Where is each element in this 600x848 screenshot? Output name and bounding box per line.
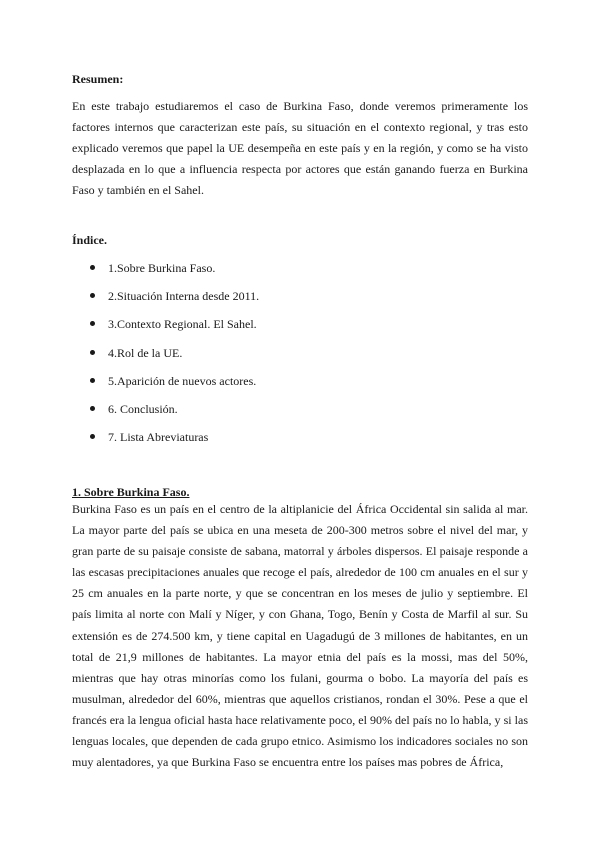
section1-paragraph: Burkina Faso es un país en el centro de la altiplanicie del África Occidental sin salida al mar. La mayor parte del país se ubica en una meseta de 200-300 metros sobre el nivel del mar, y gran parte de su paisaje consiste de sabana, matorral y árboles dispersos. El paisaje responde a las escasas precipitaciones anuales que recoge el país, alrededor de 100 cm anuales en el sur y 25 cm anuales en la parte norte, y que se concentran en los meses de julio y septiembre. El país limita al norte con Malí y Níger, y con Ghana, Togo, Benín y Costa de Marfil al sur. Su extensión es de 274.500 km, y tiene capital en Uagadugú de 3 millones de habitantes, en un total de 21,9 millones de habitantes. La mayor etnia del país es la mossi, mas del 50%, mientras que hay otras minorías como los fulani, gourma o bobo. La mayoría del país es musulman, alrededor del 60%, mientras que aquellos cristianos, rondan el 30%. Pese a que el francés era la lengua oficial hasta hace relativamente poco, el 90% del país no lo habla, y si las lenguas locales, que dependen de cada grupo etnico. Asimismo los indicadores sociales no son muy alentadores, ya que Burkina Faso se encuentra entre los países mas pobres de África, xyxy=(72,502,528,770)
bullet-icon xyxy=(90,434,95,439)
section1-heading: 1. Sobre Burkina Faso. xyxy=(72,485,190,499)
resumen-paragraph: En este trabajo estudiaremos el caso de Burkina Faso, donde veremos primeramente los factores internos que caracterizan este país, su situación en el contexto regional, y tras esto explicado veremos que papel la UE desempeña en este país y en la región, y como se ha visto desplazada en lo que a influencia respecta por actores que están ganando fuerza en Burkina Faso y también en el Sahel. xyxy=(72,99,528,198)
toc-item xyxy=(90,345,259,373)
indice-heading: Índice. xyxy=(72,233,108,247)
toc-item xyxy=(90,260,259,288)
toc-item-label: 6. Conclusión. xyxy=(108,401,178,416)
toc-item xyxy=(90,373,259,401)
toc-item-label: 4.Rol de la UE. xyxy=(108,345,183,360)
bullet-icon xyxy=(90,350,95,355)
toc-item-label: 3.Contexto Regional. El Sahel. xyxy=(108,317,257,332)
toc-item xyxy=(90,288,259,316)
toc-item-label: 5.Aparición de nuevos actores. xyxy=(108,373,257,388)
bullet-icon xyxy=(90,321,95,326)
bullet-icon xyxy=(90,378,95,383)
bullet-icon xyxy=(90,406,95,411)
table-of-contents xyxy=(90,260,259,457)
toc-item xyxy=(90,316,259,344)
toc-item-label: 2.Situación Interna desde 2011. xyxy=(108,289,260,304)
toc-item xyxy=(90,401,259,429)
toc-item-label: 7. Lista Abreviaturas xyxy=(108,430,209,445)
toc-item xyxy=(90,429,259,457)
toc-item-label: 1.Sobre Burkina Faso. xyxy=(108,261,216,275)
bullet-icon xyxy=(90,293,95,298)
bullet-icon xyxy=(90,265,95,270)
resumen-heading: Resumen: xyxy=(72,72,124,86)
